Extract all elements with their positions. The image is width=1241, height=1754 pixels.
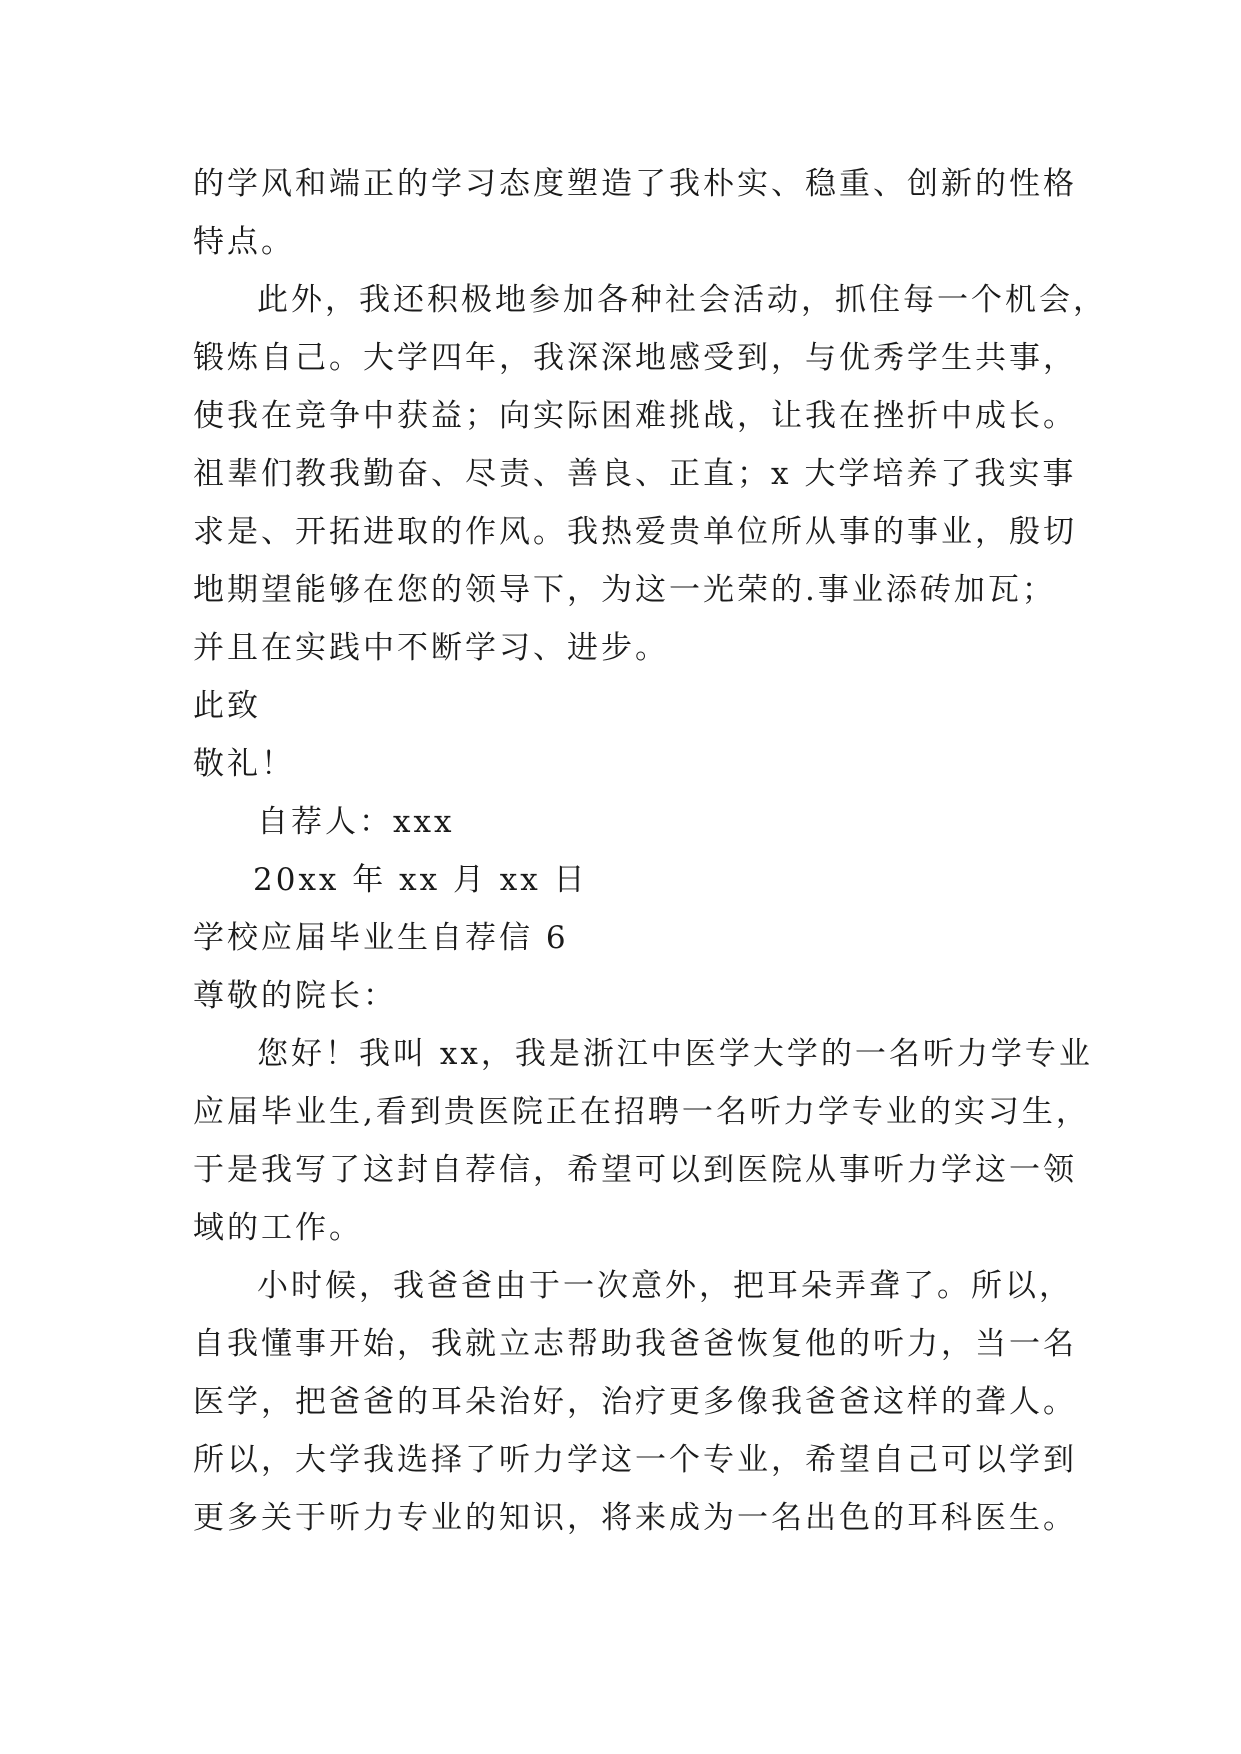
text-line: 使我在竞争中获益；向实际困难挑战，让我在挫折中成长。 xyxy=(193,398,1077,434)
paragraph-start-line: 小时候，我爸爸由于一次意外，把耳朵弄聋了。所以， xyxy=(257,1268,1073,1304)
salutation: 尊敬的院长： xyxy=(193,978,397,1014)
closing-salute: 敬礼！ xyxy=(193,746,295,782)
text-line: 域的工作。 xyxy=(193,1210,363,1246)
text-line: 自我懂事开始，我就立志帮助我爸爸恢复他的听力，当一名 xyxy=(193,1326,1077,1362)
signature-line: 自荐人：xxx xyxy=(257,804,455,840)
text-line: 特点。 xyxy=(193,224,295,260)
section-title: 学校应届毕业生自荐信 6 xyxy=(193,920,569,956)
text-line: 于是我写了这封自荐信，希望可以到医院从事听力学这一领 xyxy=(193,1152,1077,1188)
document-body xyxy=(193,155,1107,1547)
text-line: 并且在实践中不断学习、进步。 xyxy=(193,630,669,666)
text-line: 所以，大学我选择了听力学这一个专业，希望自己可以学到 xyxy=(193,1442,1077,1478)
text-line: 祖辈们教我勤奋、尽责、善良、正直；x 大学培养了我实事 xyxy=(193,456,1077,492)
text-line: 应届毕业生,看到贵医院正在招聘一名听力学专业的实习生， xyxy=(193,1094,1090,1130)
text-line: 地期望能够在您的领导下，为这一光荣的.事业添砖加瓦； xyxy=(193,572,1056,608)
paragraph-start-line: 您好！我叫 xx，我是浙江中医学大学的一名听力学专业 xyxy=(257,1036,1093,1072)
text-line: 更多关于听力专业的知识，将来成为一名出色的耳科医生。 xyxy=(193,1500,1077,1536)
text-line: 锻炼自己。大学四年，我深深地感受到，与优秀学生共事， xyxy=(193,340,1077,376)
text-line: 求是、开拓进取的作风。我热爱贵单位所从事的事业，殷切 xyxy=(193,514,1077,550)
date-line: 20xx 年 xx 月 xx 日 xyxy=(253,862,588,898)
text-line: 医学，把爸爸的耳朵治好，治疗更多像我爸爸这样的聋人。 xyxy=(193,1384,1077,1420)
text-line: 的学风和端正的学习态度塑造了我朴实、稳重、创新的性格 xyxy=(193,166,1077,202)
closing-phrase: 此致 xyxy=(193,688,261,724)
paragraph-start-line: 此外，我还积极地参加各种社会活动，抓住每一个机会， xyxy=(257,282,1107,318)
